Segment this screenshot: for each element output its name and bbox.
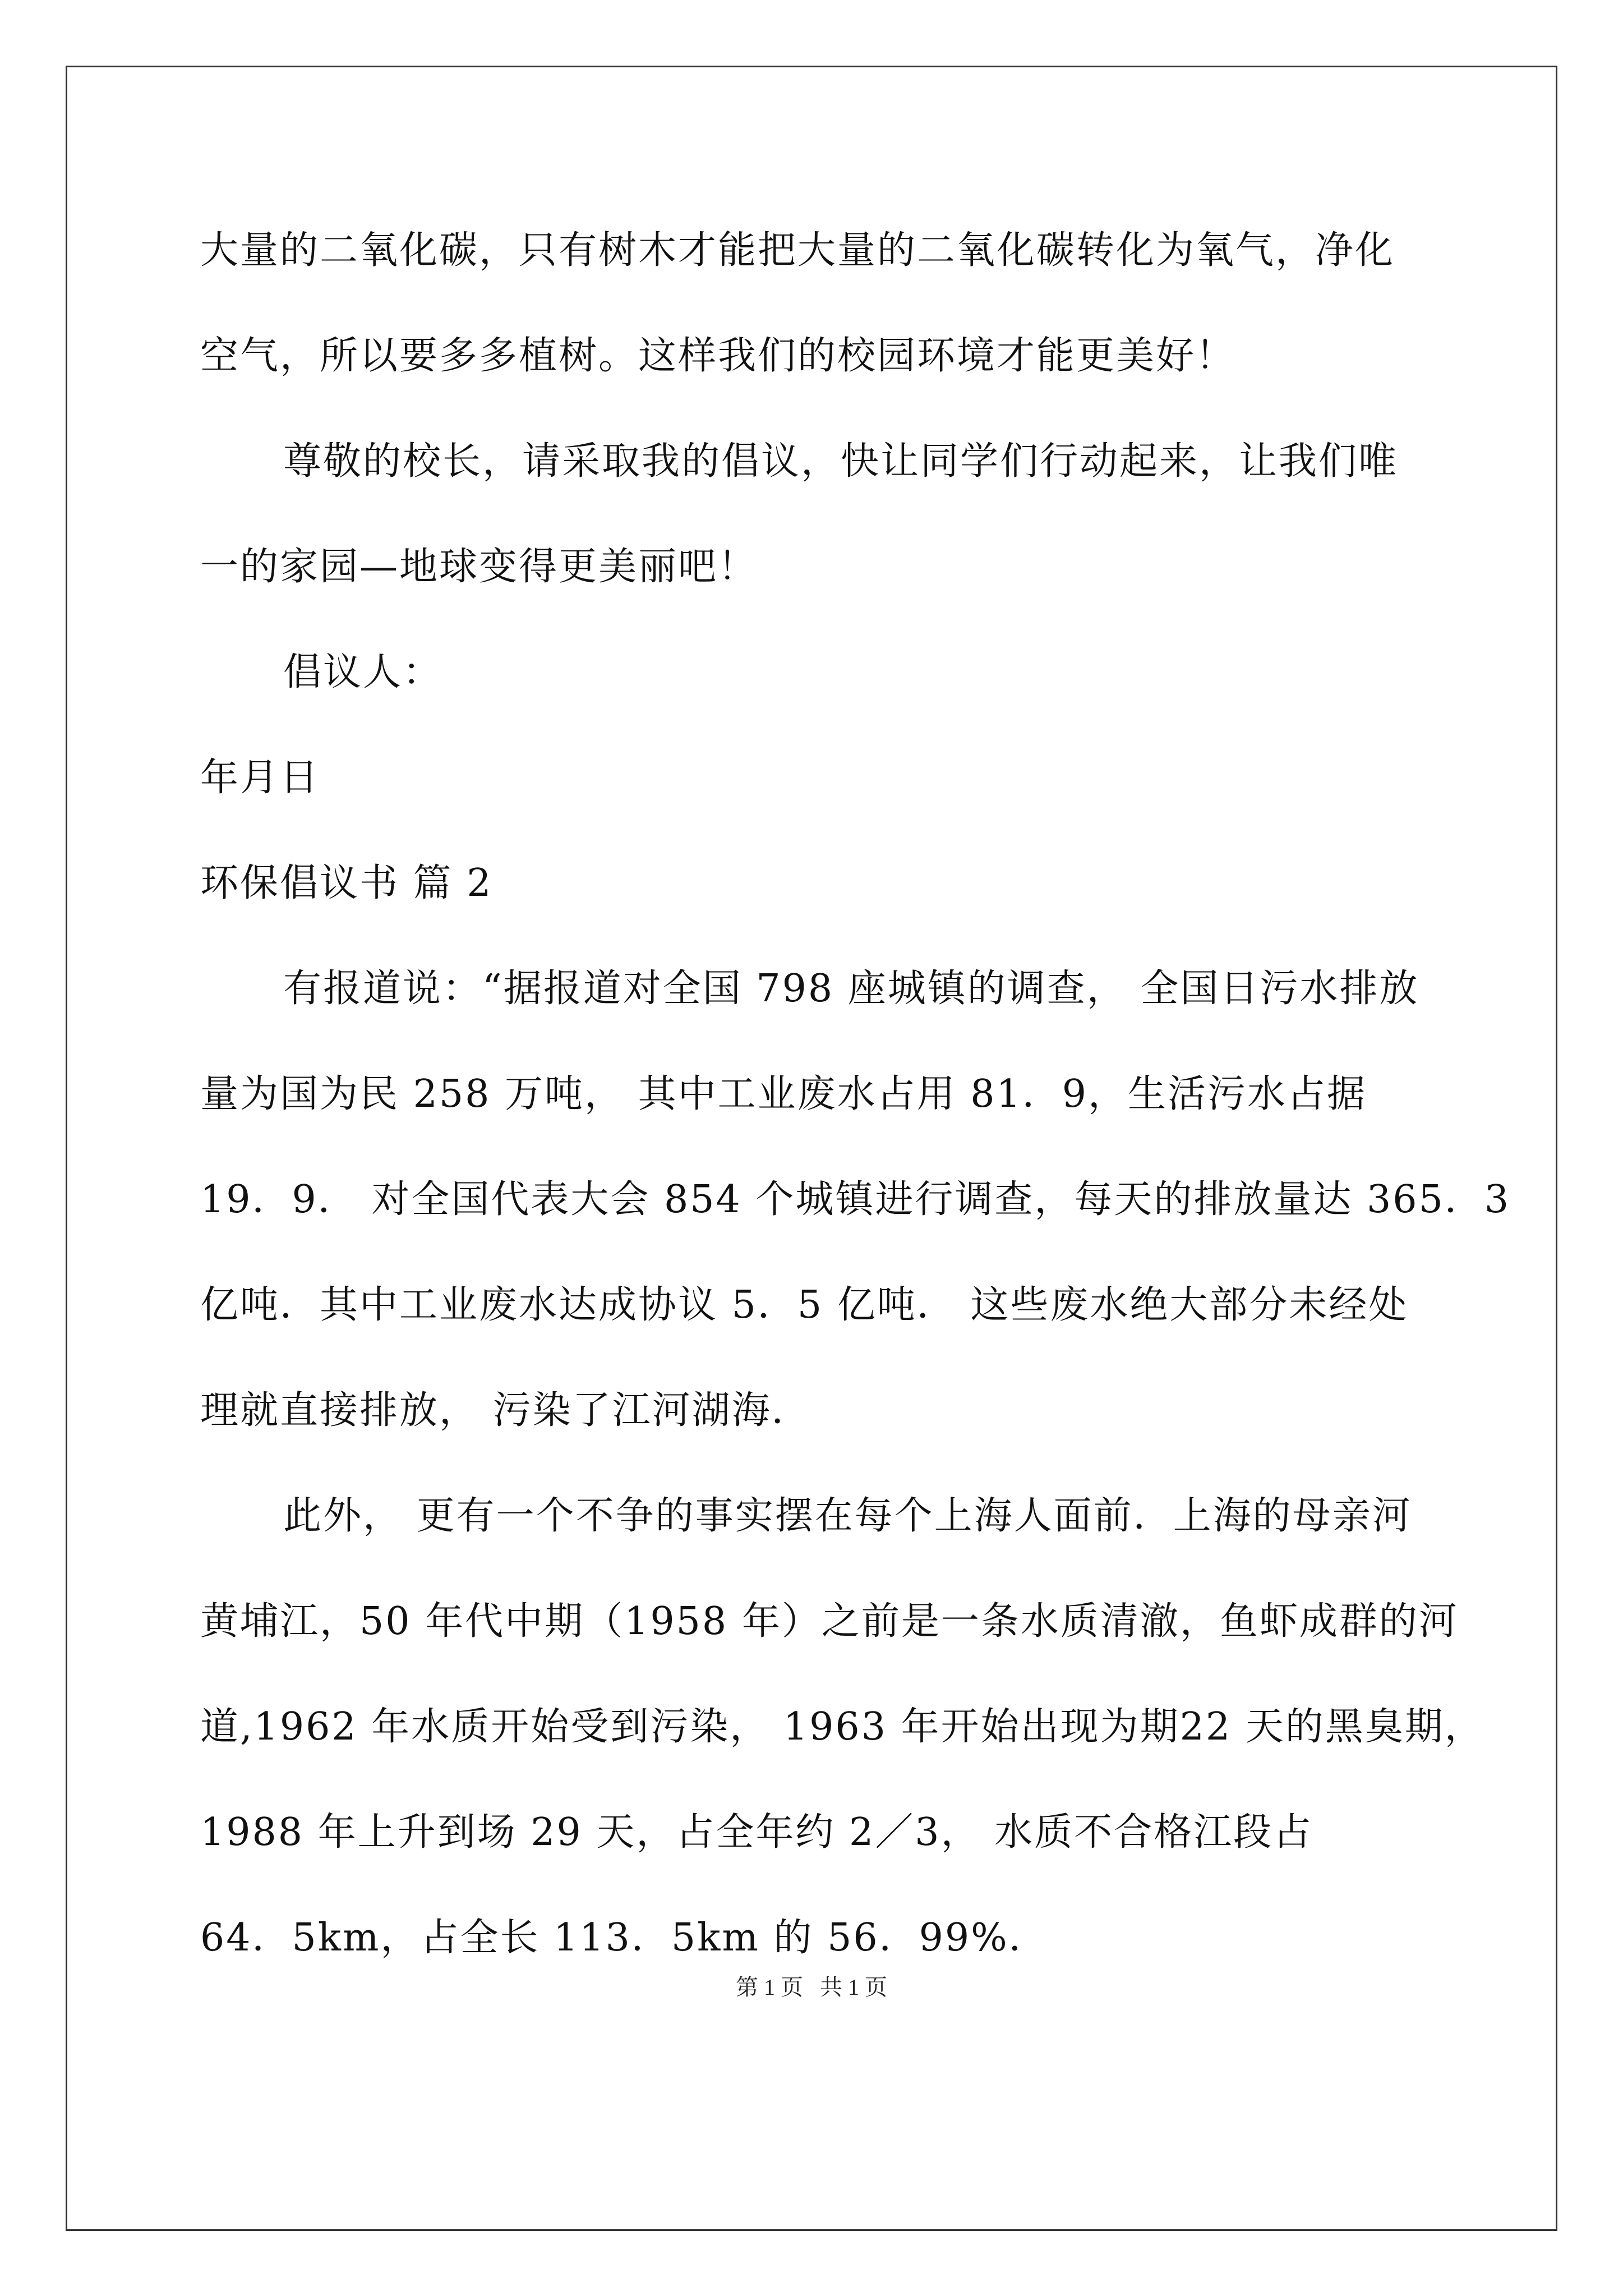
paragraph-line: 尊敬的校长，请采取我的倡议，快让同学们行动起来，让我们唯 bbox=[283, 439, 1399, 484]
paragraph-line: 大量的二氧化碳，只有树木才能把大量的二氧化碳转化为氧气，净化 bbox=[200, 228, 1395, 273]
paragraph-line: 道,1962 年水质开始受到污染， 1963 年开始出现为期22 天的黑臭期， bbox=[200, 1705, 1484, 1749]
date-line: 年月日 bbox=[200, 756, 320, 800]
paragraph-line: 亿吨．其中工业废水达成协议 5．5 亿吨． 这些废水绝大部分未经处 bbox=[200, 1283, 1409, 1327]
page-number-footer: 第 1 页 共 1 页 bbox=[736, 1975, 887, 2000]
paragraph-line: 1988 年上升到场 29 天，占全年约 2／3， 水质不合格江段占 bbox=[200, 1810, 1313, 1855]
page-border bbox=[66, 66, 1557, 2231]
paragraph-line: 黄埔江，50 年代中期（1958 年）之前是一条水质清澈，鱼虾成群的河 bbox=[200, 1599, 1459, 1644]
paragraph-line: 有报道说：“据报道对全国 798 座城镇的调查， 全国日污水排放 bbox=[283, 967, 1419, 1011]
paragraph-line: 理就直接排放， 污染了江河湖海． bbox=[200, 1388, 811, 1433]
paragraph-line: 此外， 更有一个不争的事实摆在每个上海人面前．上海的母亲河 bbox=[283, 1494, 1412, 1538]
paragraph-line: 19．9． 对全国代表大会 854 个城镇进行调查，每天的排放量达 365．3 bbox=[200, 1177, 1511, 1222]
paragraph-line: 64．5km，占全长 113．5km 的 56．99%． bbox=[200, 1916, 1049, 1960]
paragraph-line: 空气，所以要多多植树。这样我们的校园环境才能更美好！ bbox=[200, 334, 1236, 378]
paragraph-line: 量为国为民 258 万吨， 其中工业废水占用 81．9，生活污水占据 bbox=[200, 1072, 1367, 1116]
section-heading: 环保倡议书 篇 2 bbox=[200, 861, 493, 905]
signature-label: 倡议人： bbox=[283, 650, 443, 694]
paragraph-line: 一的家园—地球变得更美丽吧！ bbox=[200, 545, 758, 589]
